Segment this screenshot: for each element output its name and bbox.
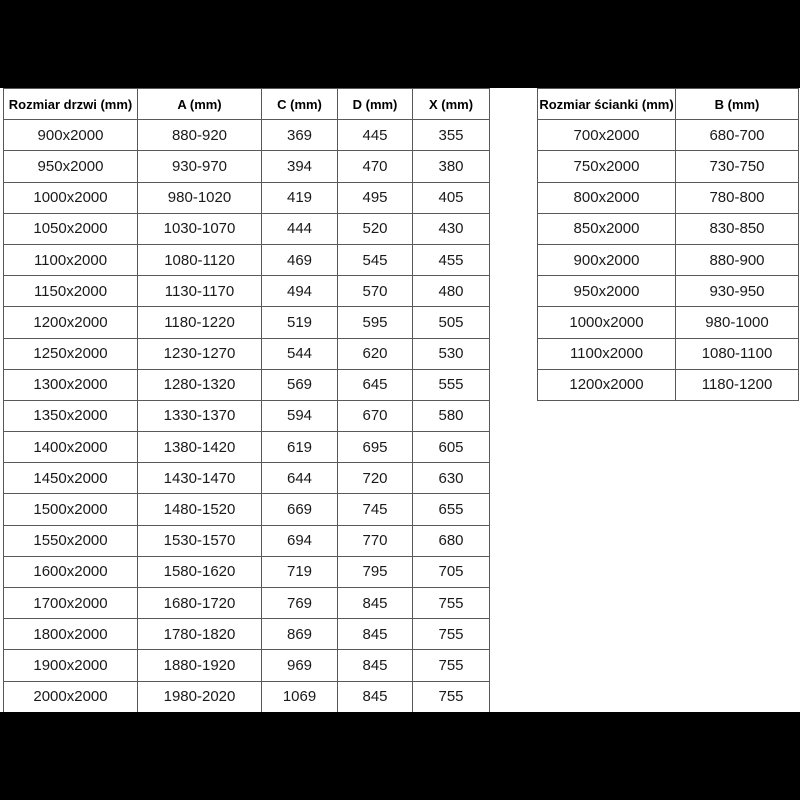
table-cell: 1700x2000: [4, 588, 138, 619]
table-row: [4, 120, 490, 151]
table-cell: 644: [262, 463, 338, 494]
table-cell: 880-900: [676, 244, 799, 275]
table-cell: 519: [262, 307, 338, 338]
table-cell: 605: [413, 432, 490, 463]
table-cell: 1030-1070: [138, 213, 262, 244]
table-row: [4, 276, 490, 307]
table-cell: 930-950: [676, 276, 799, 307]
table-cell: 520: [338, 213, 413, 244]
column-header: A (mm): [138, 89, 262, 120]
table-cell: 495: [338, 182, 413, 213]
table-cell: 1130-1170: [138, 276, 262, 307]
table-cell: 2000x2000: [4, 681, 138, 712]
table-cell: 355: [413, 120, 490, 151]
table-row: [4, 556, 490, 587]
table-row: [4, 650, 490, 681]
table-cell: 1550x2000: [4, 525, 138, 556]
table-cell: 494: [262, 276, 338, 307]
table-row: [4, 463, 490, 494]
table-cell: 680-700: [676, 120, 799, 151]
table-cell: 1900x2000: [4, 650, 138, 681]
table-cell: 900x2000: [538, 244, 676, 275]
table-row: [4, 182, 490, 213]
table-cell: 445: [338, 120, 413, 151]
table-cell: 669: [262, 494, 338, 525]
table-cell: 480: [413, 276, 490, 307]
table-cell: 695: [338, 432, 413, 463]
table-cell: 980-1000: [676, 307, 799, 338]
table-cell: 719: [262, 556, 338, 587]
table-cell: 795: [338, 556, 413, 587]
table-cell: 830-850: [676, 213, 799, 244]
table-cell: 569: [262, 369, 338, 400]
table-row: [4, 338, 490, 369]
table-cell: 750x2000: [538, 151, 676, 182]
table-cell: 680: [413, 525, 490, 556]
table-cell: 1980-2020: [138, 681, 262, 712]
table-cell: 1880-1920: [138, 650, 262, 681]
table-row: [538, 182, 799, 213]
table-row: [538, 307, 799, 338]
table-cell: 555: [413, 369, 490, 400]
table-cell: 1069: [262, 681, 338, 712]
table-cell: 455: [413, 244, 490, 275]
table-cell: 1600x2000: [4, 556, 138, 587]
table-cell: 1000x2000: [4, 182, 138, 213]
table-cell: 694: [262, 525, 338, 556]
table-row: [4, 400, 490, 431]
table-cell: 1480-1520: [138, 494, 262, 525]
table-cell: 1350x2000: [4, 400, 138, 431]
table-row: [538, 369, 799, 400]
table-cell: 545: [338, 244, 413, 275]
table-cell: 845: [338, 588, 413, 619]
table-cell: 800x2000: [538, 182, 676, 213]
table-cell: 1500x2000: [4, 494, 138, 525]
table-cell: 544: [262, 338, 338, 369]
table-cell: 770: [338, 525, 413, 556]
column-header: Rozmiar ścianki (mm): [538, 89, 676, 120]
table-row: [4, 151, 490, 182]
table-cell: 1800x2000: [4, 619, 138, 650]
table-cell: 950x2000: [538, 276, 676, 307]
table-cell: 755: [413, 681, 490, 712]
wall-dimensions-table: [537, 88, 799, 401]
table-cell: 1180-1220: [138, 307, 262, 338]
table-cell: 845: [338, 650, 413, 681]
table-cell: 1450x2000: [4, 463, 138, 494]
table-cell: 745: [338, 494, 413, 525]
table-cell: 1580-1620: [138, 556, 262, 587]
table-cell: 1230-1270: [138, 338, 262, 369]
table-cell: 1530-1570: [138, 525, 262, 556]
table-cell: 700x2000: [538, 120, 676, 151]
column-header: C (mm): [262, 89, 338, 120]
table-cell: 1150x2000: [4, 276, 138, 307]
table-row: [538, 244, 799, 275]
table-cell: 655: [413, 494, 490, 525]
column-header: X (mm): [413, 89, 490, 120]
column-header: Rozmiar drzwi (mm): [4, 89, 138, 120]
table-row: [4, 494, 490, 525]
table-cell: 645: [338, 369, 413, 400]
table-cell: 380: [413, 151, 490, 182]
table-cell: 505: [413, 307, 490, 338]
table-cell: 950x2000: [4, 151, 138, 182]
door-dimensions-table: [3, 88, 490, 713]
table-row: [4, 432, 490, 463]
table-cell: 1000x2000: [538, 307, 676, 338]
table-cell: 705: [413, 556, 490, 587]
table-cell: 969: [262, 650, 338, 681]
table-cell: 1280-1320: [138, 369, 262, 400]
table-cell: 444: [262, 213, 338, 244]
table-cell: 869: [262, 619, 338, 650]
table-cell: 1300x2000: [4, 369, 138, 400]
bottom-black-bar: [0, 712, 800, 800]
table-cell: 1680-1720: [138, 588, 262, 619]
header-row: [4, 89, 490, 120]
table-cell: 1200x2000: [538, 369, 676, 400]
table-cell: 755: [413, 619, 490, 650]
table-cell: 755: [413, 650, 490, 681]
table-row: [538, 338, 799, 369]
table-cell: 1050x2000: [4, 213, 138, 244]
table-cell: 1080-1100: [676, 338, 799, 369]
table-cell: 1380-1420: [138, 432, 262, 463]
table-cell: 670: [338, 400, 413, 431]
column-header: D (mm): [338, 89, 413, 120]
table-cell: 530: [413, 338, 490, 369]
table-cell: 619: [262, 432, 338, 463]
table-cell: 755: [413, 588, 490, 619]
table-row: [538, 120, 799, 151]
table-cell: 730-750: [676, 151, 799, 182]
table-cell: 430: [413, 213, 490, 244]
table-cell: 1100x2000: [538, 338, 676, 369]
table-cell: 1780-1820: [138, 619, 262, 650]
table-cell: 1430-1470: [138, 463, 262, 494]
table-cell: 720: [338, 463, 413, 494]
column-header: B (mm): [676, 89, 799, 120]
table-cell: 780-800: [676, 182, 799, 213]
table-cell: 620: [338, 338, 413, 369]
table-cell: 1180-1200: [676, 369, 799, 400]
table-row: [4, 213, 490, 244]
table-cell: 419: [262, 182, 338, 213]
table-cell: 1250x2000: [4, 338, 138, 369]
table-cell: 930-970: [138, 151, 262, 182]
table-row: [4, 525, 490, 556]
table-cell: 880-920: [138, 120, 262, 151]
table-cell: 845: [338, 619, 413, 650]
table-row: [4, 681, 490, 712]
table-row: [4, 619, 490, 650]
table-cell: 594: [262, 400, 338, 431]
table-cell: 369: [262, 120, 338, 151]
table-row: [538, 276, 799, 307]
table-row: [538, 213, 799, 244]
table-cell: 845: [338, 681, 413, 712]
top-black-bar: [0, 0, 800, 88]
table-row: [4, 369, 490, 400]
table-cell: 405: [413, 182, 490, 213]
table-row: [4, 307, 490, 338]
table-cell: 980-1020: [138, 182, 262, 213]
table-cell: 394: [262, 151, 338, 182]
table-cell: 1400x2000: [4, 432, 138, 463]
header-row: [538, 89, 799, 120]
table-cell: 570: [338, 276, 413, 307]
table-cell: 470: [338, 151, 413, 182]
table-cell: 595: [338, 307, 413, 338]
table-cell: 769: [262, 588, 338, 619]
table-cell: 580: [413, 400, 490, 431]
table-cell: 1200x2000: [4, 307, 138, 338]
table-cell: 1100x2000: [4, 244, 138, 275]
table-cell: 850x2000: [538, 213, 676, 244]
table-cell: 900x2000: [4, 120, 138, 151]
table-cell: 630: [413, 463, 490, 494]
table-cell: 1080-1120: [138, 244, 262, 275]
table-row: [538, 151, 799, 182]
table-cell: 1330-1370: [138, 400, 262, 431]
table-cell: 469: [262, 244, 338, 275]
table-row: [4, 244, 490, 275]
table-row: [4, 588, 490, 619]
